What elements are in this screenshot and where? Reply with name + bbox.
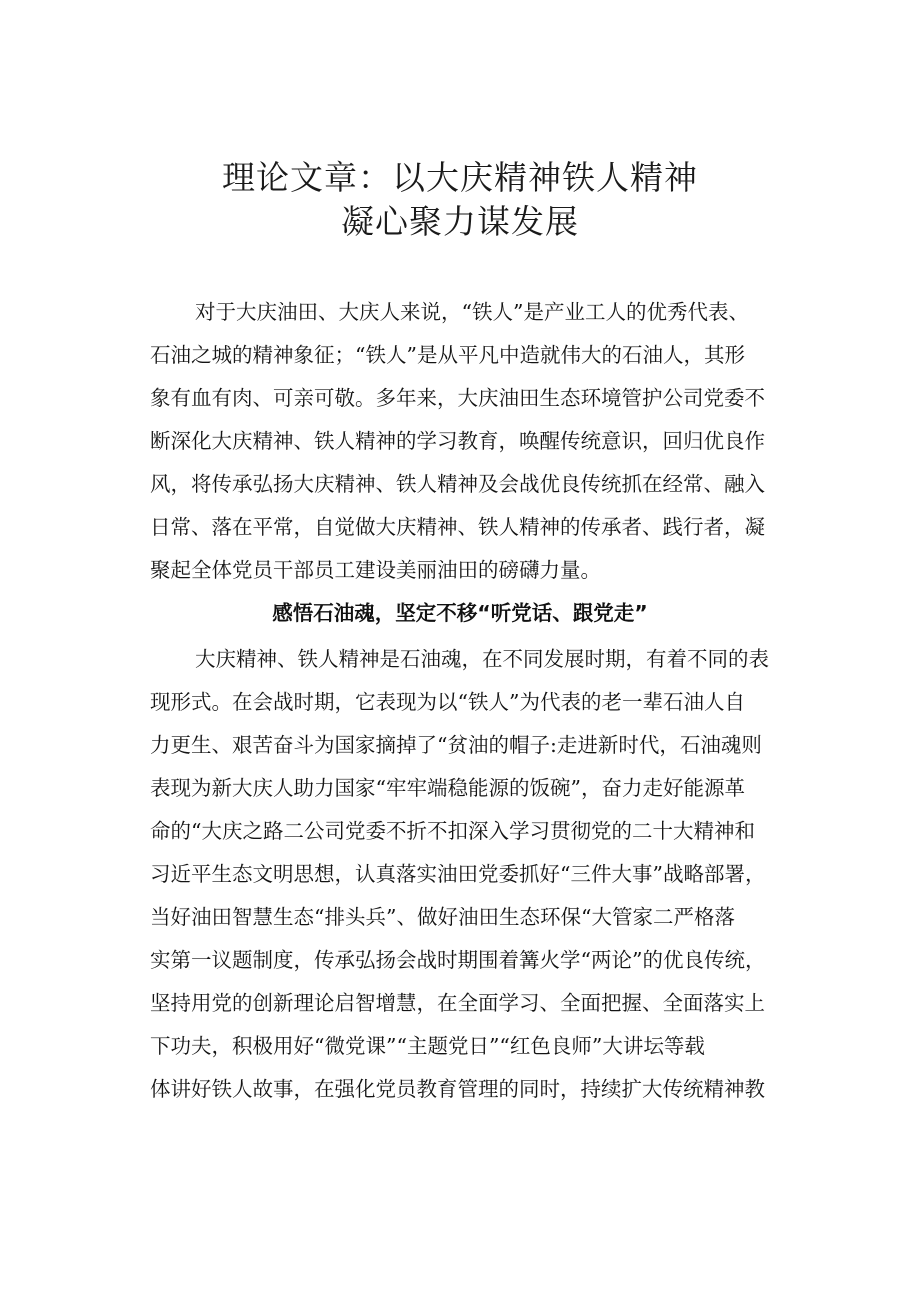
paragraph-line: 习近平生态文明思想，认真落实油田党委抓好“三件大事”战略部署， [150, 862, 766, 886]
paragraph-line: 风，将传承弘扬大庆精神、铁人精神及会战优良传统抓在经常、融入 [150, 472, 765, 496]
paragraph-line: 力更生、艰苦奋斗为国家摘掉了“贫油的帽子:走进新时代，石油魂则 [150, 733, 762, 757]
paragraph-line: 实第一议题制度，传承弘扬会战时期围着篝火学“两论”的优良传统， [150, 948, 766, 972]
paragraph-line: 下功夫，积极用好“微党课”“主题党日”“红色良师”大讲坛等载 [150, 1034, 705, 1058]
paragraph-line: 断深化大庆精神、铁人精神的学习教育，唤醒传统意识，回归优良作 [150, 429, 765, 453]
paragraph-line: 表现为新大庆人助力国家“牢牢端稳能源的饭碗”，奋力走好能源革 [150, 776, 745, 800]
section-heading: 感悟石油魂，坚定不移“听党话、跟党走” [272, 601, 648, 625]
title-line-1: 理论文章：以大庆精神铁人精神 [222, 158, 698, 197]
paragraph-line: 日常、落在平常，自觉做大庆精神、铁人精神的传承者、践行者，凝 [150, 515, 765, 539]
paragraph-line: 体讲好铁人故事，在强化党员教育管理的同时，持续扩大传统精神教 [150, 1077, 765, 1101]
title-line-2: 凝心聚力谋发展 [341, 202, 579, 241]
paragraph-line: 象有血有肉、可亲可敬。多年来，大庆油田生态环境管护公司党委不 [150, 386, 765, 410]
paragraph-line: 聚起全体党员干部员工建设美丽油田的磅礴力量。 [150, 558, 601, 582]
paragraph-line: 石油之城的精神象征；“铁人”是从平凡中造就伟大的石油人，其形 [150, 343, 745, 367]
paragraph-line: 坚持用党的创新理论启智增慧，在全面学习、全面把握、全面落实上 [150, 991, 765, 1015]
paragraph-line: 命的“大庆之路二公司党委不折不扣深入学习贯彻党的二十大精神和 [150, 819, 755, 843]
paragraph-line: 大庆精神、铁人精神是石油魂，在不同发展时期，有着不同的表 [195, 647, 769, 671]
paragraph-line: 对于大庆油田、大庆人来说，“铁人”是产业工人的优秀代表、 [195, 300, 749, 324]
paragraph-line: 现形式。在会战时期，它表现为以“铁人”为代表的老一辈石油人自 [150, 690, 745, 714]
paragraph-line: 当好油田智慧生态“排头兵”、做好油田生态环保“大管家二严格落 [150, 905, 735, 929]
